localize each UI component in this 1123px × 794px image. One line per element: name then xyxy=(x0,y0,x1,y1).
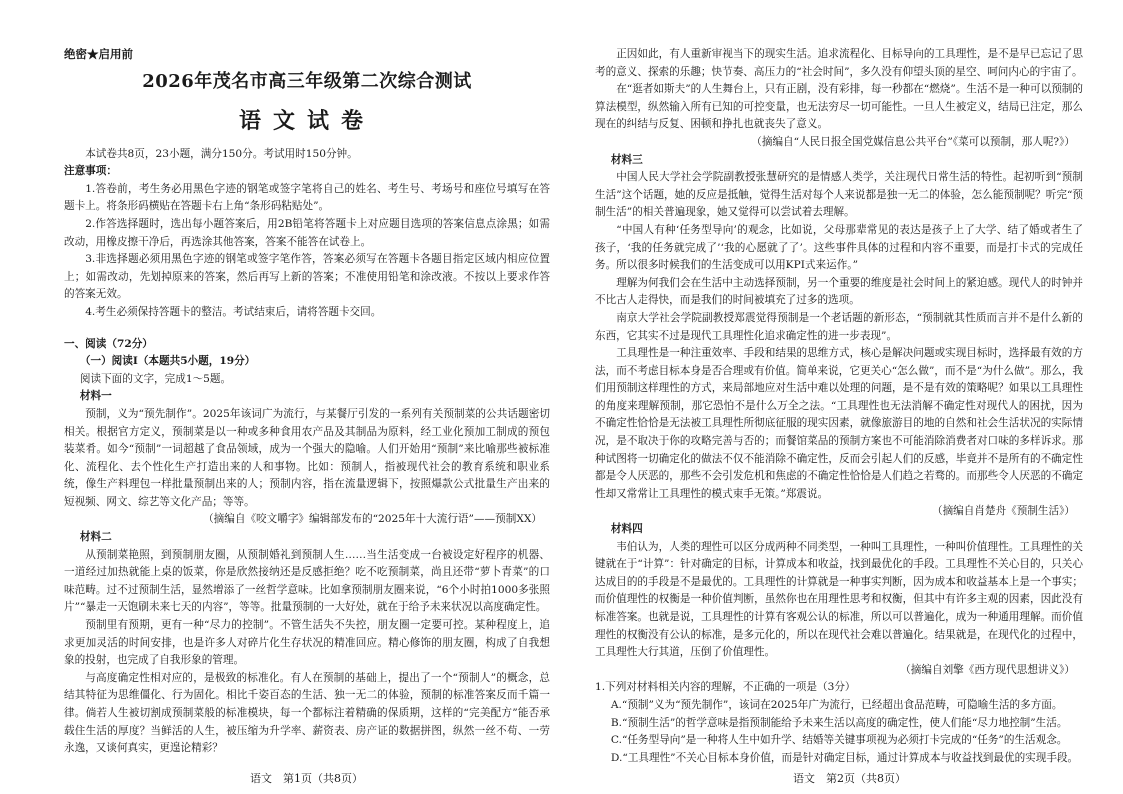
secret-label: 绝密★启用前 xyxy=(64,47,133,61)
option-a: A.“预制”义为“预先制作”，该词在2025年广为流行，已经超出食品范畴，可隐喻生活的多方面。 xyxy=(610,698,1063,711)
option-c: C.“任务型导向”是一种将人生中如升学、结婚等关键事项视为必须打卡完成的“任务”的生活观念。 xyxy=(610,734,1068,747)
right-page xyxy=(595,46,1083,767)
material3-source: （摘编自肖楚舟《预制生活》） xyxy=(931,505,1075,518)
material2-paragraph: 在“逛者如斯夫”的人生舞台上，只有正剧，没有彩排，每一秒都在“燃烧”。生活不是一种可以预制的算法模型，纵然输入所有已知的可控变量，也无法穷尽一切可能性。一旦人生被定义，结局已注定，那么现在的纠结与反复、困顿和挣扎也就丧失了意义。 xyxy=(595,83,1083,131)
note-item: 2.作答选择题时，选出每小题答案后，用2B铅笔将答题卡上对应题目选项的答案信息点涂黑；如需改动，用橡皮擦干净后，再选涂其他答案，答案不能答在试卷上。 xyxy=(64,217,550,248)
option-b: B.“预制生活”的哲学意味是指预制能给予未来生活以高度的确定性，使人们能“尽力地控制”生活。 xyxy=(610,716,1068,729)
material3-paragraph: 理解为何我们会在生活中主动选择预制，另一个重要的维度是社会时间上的紧迫感。现代人的时钟并不比古人走得快，而是我们的时间被填充了过多的选项。 xyxy=(595,276,1083,307)
exam-intro: 本试卷共8页，23小题，满分150分。考试用时150分钟。 xyxy=(85,147,358,160)
material4-text: 韦伯认为，人类的理性可以区分成两种不同类型，一种叫工具理性，一种叫价值理性。工具理性的关键就在于“计算”：针对确定的目标，计算成本和收益，找到最优化的手段。工具理性不关心目的，只关心达成目的的手段是不是最优的。工具理性的计算就是一种事实判断，因为成本和收益基本上是一个事实；而价值理性的权衡是一种价值判断，虽然你也在用理性思考和权衡，但其中有许多主观的因素，因此没有标准答案。也就是说，工具理性的计算有客观公认的标准，所以可以普遍化，成为一种通用理解。而价值理性的权衡没有公认的标准，是多元化的，所以在现代社会难以普遍化。结果就是，在现代化的过程中，工具理性大行其道，压倒了价值理性。 xyxy=(595,540,1083,659)
material2-label: 材料二 xyxy=(79,531,112,544)
note-item: 1.答卷前，考生务必用黑色字迹的钢笔或签字笔将自己的姓名、考生号、考场号和座位号填写在答题卡上。将条形码横贴在答题卡右上角“条形码粘贴处”。 xyxy=(64,182,550,213)
notes-heading: 注意事项： xyxy=(64,165,117,178)
option-d: D.“工具理性”不关心目标本身价值，而是针对确定目标，通过计算成本与收益找到最优的实现手段。 xyxy=(610,751,1079,764)
material2-source: （摘编自“人民日报全国党媒信息公共平台”《菜可以预制，那人呢?》） xyxy=(751,135,1075,148)
material3-label: 材料三 xyxy=(610,153,643,166)
subsection-heading: （一）阅读Ⅰ（本题共5小题，19分） xyxy=(79,355,256,368)
material1-source: （摘编自《咬文嚼字》编辑部发布的“2025年十大流行语”——预制XX） xyxy=(203,513,542,526)
material2-paragraph: 与高度确定性相对应的，是极致的标准化。有人在预制的基础上，提出了一个“预制人”的概念，总结其特征为思维僵化、行为固化。相比千姿百态的生活、独一无二的体验，预制的标准答案反而千篇一律。倘若人生被切割成预制菜般的标准模块，每一个都标注着精确的保质期，这样的“完美配方”能否承载住生活的厚度？当鲜活的人生，被压缩为升学率、薪资表、房产证的数据拼图，纵然一丝不苟、一劳永逸，又谈何真实，更遑论精彩？ xyxy=(64,671,550,755)
left-page xyxy=(64,46,550,758)
material4-label: 材料四 xyxy=(610,523,643,536)
material2-paragraph: 从预制菜艳照，到预制朋友圈，从预制婚礼到预制人生……当生活变成一台被设定好程序的机器、一道经过加热就能上桌的饭菜，你是欣然接纳还是反感拒绝？吃不吃预制菜，尚且还带“萝卜青菜”的口味范畴。过不过预制生活，显然增添了一丝哲学意味。比如拿预制朋友圈来说，“6个小时拍1000多张照片”“暴走一天饱刷未来七天的内容”，等等。批量预制的一大好处，就在于给予未来状况以高度确定性。 xyxy=(64,548,550,614)
note-item: 3.非选择题必须用黑色字迹的钢笔或签字笔作答，答案必须写在答题卡各题目指定区域内相应位置上；如需改动，先划掉原来的答案，然后再写上新的答案；不准使用铅笔和涂改液。不按以上要求作答的答案无效。 xyxy=(64,253,550,301)
reading-instruction: 阅读下面的文字，完成1～5题。 xyxy=(79,372,232,385)
material3-paragraph: 工具理性是一种注重效率、手段和结果的思维方式，核心是解决问题或实现目标时，选择最有效的方法，而不考虑目标本身是否合理或有价值。简单来说，它更关心“怎么做”，而不是“为什么做”。那么，我们用预制这样理性的方式，来局部地应对生活中难以处理的问题，是不是有效的策略呢？如果以工具理性的角度来理解预制，那它恐怕不是什么万全之法。“工具理性也无法消解不确定性对现代人的困扰，因为不确定性恰恰是无法被工具理性所彻底征服的现实因素，就像旅游目的地的自然和社会生活状况的实际情况，是不取决于你的攻略完善与否的；而餐馆菜品的预制方案也不可能消除消费者对口味的多样诉求。那种试图将一切确定化的做法不仅不能消除不确定性，反而会引起人们的反感，毕竟并不是所有的不确定性都是令人厌恶的，那些不会引发危机和焦虑的不确定性恰恰是人们趋之若骛的。而那些令人厌恶的不确定性却又常常让工具理性的模式束手无策。”郑震说。 xyxy=(595,347,1083,500)
note-item: 4.考生必须保持答题卡的整洁。考试结束后，请将答题卡交回。 xyxy=(85,305,382,318)
exam-title: 2026年茂名市高三年级第二次综合测试 xyxy=(142,70,472,92)
page-footer-left: 语文 第1页（共8页） xyxy=(250,772,363,785)
material2-paragraph: 正因如此，有人重新审视当下的现实生活。追求流程化、目标导向的工具理性，是不是早已忘记了思考的意义、探索的乐趣；快节奏、高压力的“社会时间”，多久没有仰望头顶的星空、呵问内心的宇宙了。 xyxy=(595,48,1083,78)
material4-source: （摘编自刘擎《西方现代思想讲义》） xyxy=(900,663,1075,676)
section-heading: 一、阅读（72分） xyxy=(64,337,153,350)
material1-text: 预制，义为“预先制作”。2025年该词广为流行，与某餐厅引发的一系列有关预制菜的公共话题密切相关。根据官方定义，预制菜是以一种或多种食用农产品及其制品为原料，经工业化预加工制成的预包装菜肴。如今“预制”一词超越了食品领域，成为一个强大的隐喻。人们开始用“预制”来比喻那些被标准化、流程化、去个性化生产打造出来的人和事物。比如：预制人，指被现代社会的教育系统和职业系统，像生产料理包一样批量预制出来的人；预制内容，指在流量逻辑下，按照爆款公式批量生产出来的短视频、网文、综艺等文化产品；等等。 xyxy=(64,407,550,508)
question-1: 1.下列对材料相关内容的理解，不正确的一项是（3分） xyxy=(595,681,856,694)
subject-title: 语文试卷 xyxy=(238,107,375,134)
page-footer-right: 语文 第2页（共8页） xyxy=(793,772,906,785)
material1-label: 材料一 xyxy=(79,390,112,403)
material2-paragraph: 预制里有预期，更有一种“尽力的控制”。不管生活失不失控，朋友圈一定要可控。某种程度上，追求更加灵活的时间安排，也是许多人对碎片化生存状况的精准回应。精心修饰的朋友圈，构成了自我想象的投射，也完成了自我形象的管理。 xyxy=(64,619,550,667)
material3-paragraph: “中国人有种‘任务型导向’的观念，比如说，父母那辈常见的表达是孩子上了大学、结了婚或者生了孩子，‘我的任务就完成了’‘我的心愿就了了’。这些事件具体的过程和内容不重要，而是打卡式的完成任务。所以很多时候我们的生活变成可以用KPI式来运作。” xyxy=(595,223,1083,272)
material3-paragraph: 中国人民大学社会学院副教授张慧研究的是情感人类学，关注现代日常生活的特性。起初听到“预制生活”这个话题，她的反应是抵触，觉得生活对每个人来说都是独一无二的体验，怎么能预制呢？听完“预制生活”的相关普遍现象，她又觉得可以尝试着去理解。 xyxy=(595,171,1083,219)
material3-paragraph: 南京大学社会学院副教授郑震觉得预制是一个老话题的新形态，“预制就其性质而言并不是什么新的东西，它其实不过是现代工具理性化追求确定性的进一步表现”。 xyxy=(595,311,1083,342)
